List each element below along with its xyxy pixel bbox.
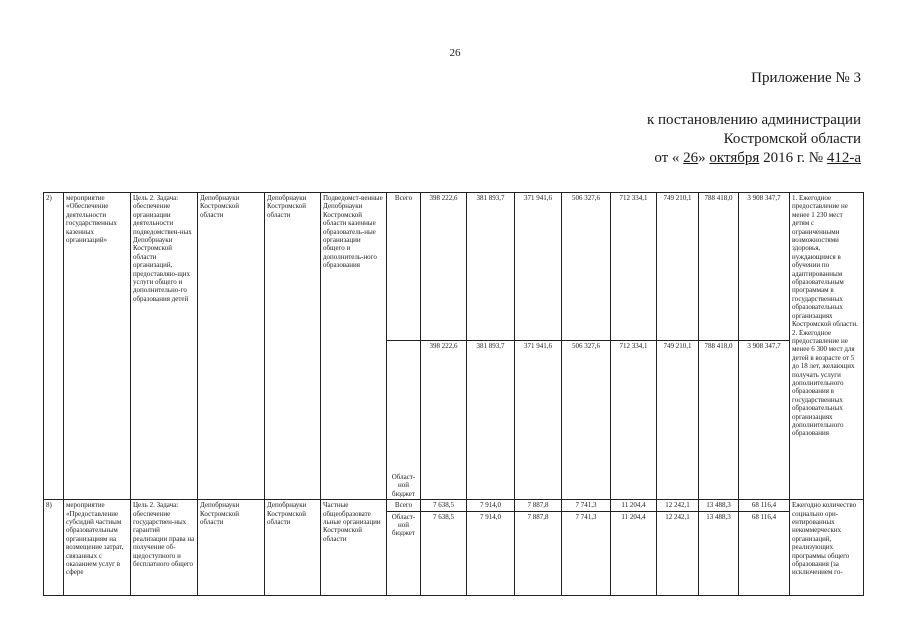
appendix-title: Приложение № 3	[751, 70, 861, 86]
amount-cell: 381 893,7	[467, 193, 515, 341]
amount-cell: 749 210,1	[657, 193, 699, 341]
amount-cell: 712 334,1	[611, 193, 657, 341]
amount-cell: 506 327,6	[562, 193, 611, 341]
decree-day: 26	[683, 150, 699, 166]
recipient-cell: Подведомст-венные Депобрнауки Костромской области казенные образователь-ные организации общего и дополнитель-ного образования	[321, 193, 387, 500]
funding-source-total: Всего	[387, 193, 421, 341]
amount-cell: 7 887,8	[515, 511, 562, 595]
amount-cell: 12 242,1	[657, 500, 699, 511]
result-cell: 1. Ежегодное предоставление не менее 1 230 мест детям с ограниченными возможностями здоровья, нуждающимся в обучении по адаптированным образовательным программам в государственных образовательных организациях Костромской области. 2. Ежегодное предоставление не менее 6 300 мест для детей в возрасте от 5 до 18 лет, желающих получать услуги дополнительного образования в государственных образовательных организациях дополнительного образования	[790, 193, 864, 500]
amount-cell: 398 222,6	[421, 193, 467, 341]
amount-cell: 749 210,1	[657, 341, 699, 500]
goal-cell: Цель 2. Задача: обеспечение государствен-ных гарантий реализации права на получение об-щедоступного и бесплатного общего	[131, 500, 198, 595]
decree-reference	[601, 111, 861, 168]
amount-total-cell: 3 908 347,7	[739, 341, 790, 500]
recipient-cell: Частные общеобразовате льные организации Костромской области	[321, 500, 387, 595]
amount-cell: 788 418,0	[699, 193, 739, 341]
row-number: 8)	[44, 500, 64, 595]
amount-cell: 7 638,5	[421, 511, 467, 595]
decree-number: 412-а	[826, 150, 861, 166]
admin-cell: Депобрнауки Костромской области	[265, 500, 321, 595]
table-row	[44, 193, 864, 341]
amount-cell: 7 914,0	[467, 500, 515, 511]
amount-cell: 371 941,6	[515, 341, 562, 500]
result-cell: Ежегодно количество социально ори-ентированных некоммерческих организаций, реализующих программы общего образования (за исключением го-	[790, 500, 864, 595]
funding-source-budget: Област-ной бюджет	[387, 511, 421, 595]
amount-cell: 13 488,3	[699, 511, 739, 595]
amount-cell: 398 222,6	[421, 341, 467, 500]
decree-month: октября	[709, 150, 760, 166]
amount-cell: 381 893,7	[467, 341, 515, 500]
amount-total-cell: 68 116,4	[739, 500, 790, 511]
goal-cell: Цель 2. Задача: обеспечение организации деятельности подведомствен-ных Депобрнауки Костромской области организаций, предоставляю-щих услуги общего и дополнительно-го образования детей	[131, 193, 198, 500]
page-number: 26	[449, 47, 461, 59]
decree-date-line: от « 26» октября 2016 г. № 412-а	[654, 150, 861, 166]
activity-cell: мероприятие «Предоставление субсидий частным образовательным организациям на возмещение затрат, связанных с оказанием услуг в сфере	[64, 500, 131, 595]
amount-cell: 7 741,3	[562, 511, 611, 595]
funding-source-total: Всего	[387, 500, 421, 511]
admin-cell: Депобрнауки Костромской области	[265, 193, 321, 500]
amount-total-cell: 3 908 347,7	[739, 193, 790, 341]
amount-cell: 7 914,0	[467, 511, 515, 595]
amount-cell: 506 327,6	[562, 341, 611, 500]
amount-cell: 712 334,1	[611, 341, 657, 500]
amount-total-cell: 68 116,4	[739, 511, 790, 595]
funding-source-budget: Област-ной бюджет	[387, 341, 421, 500]
decree-line-2: Костромской области	[723, 131, 861, 147]
decree-line-1: к постановлению администрации	[646, 112, 861, 128]
amount-cell: 11 204,4	[611, 511, 657, 595]
row-number: 2)	[44, 193, 64, 500]
executor-cell: Депобрнауки Костромской области	[198, 500, 265, 595]
amount-cell: 7 741,3	[562, 500, 611, 511]
amount-cell: 13 488,3	[699, 500, 739, 511]
amount-cell: 7 638,5	[421, 500, 467, 511]
amount-cell: 788 418,0	[699, 341, 739, 500]
amount-cell: 371 941,6	[515, 193, 562, 341]
activity-cell: мероприятие «Обеспечение деятельности государственных казенных организаций»	[64, 193, 131, 500]
amount-cell: 11 204,4	[611, 500, 657, 511]
table-row	[44, 500, 864, 511]
amount-cell: 7 887,8	[515, 500, 562, 511]
amount-cell: 12 242,1	[657, 511, 699, 595]
program-table	[43, 192, 864, 596]
executor-cell: Депобрнауки Костромской области	[198, 193, 265, 500]
